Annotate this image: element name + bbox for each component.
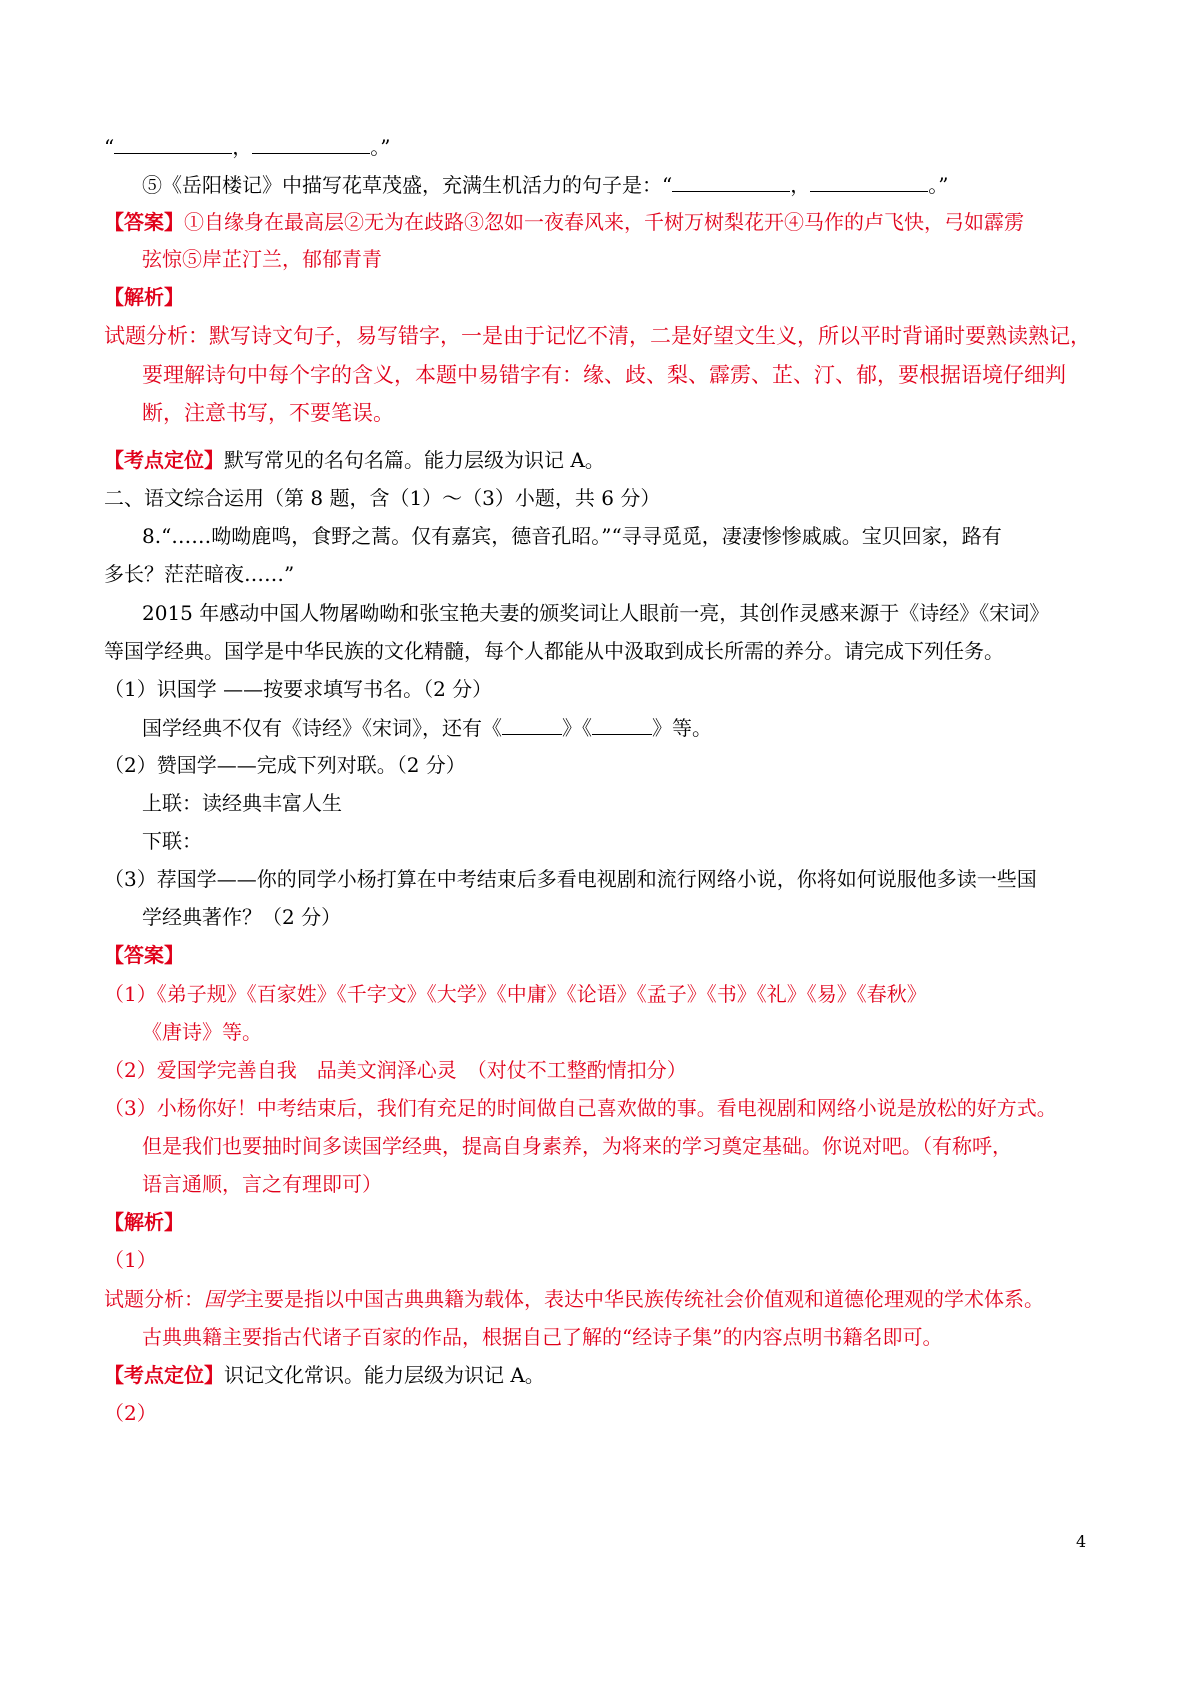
q7-answer: 【答案】①自缘身在最高层②无为在歧路③忽如一夜春风来，千树万树梨花开④马作的卢飞快，弓如霹雳 xyxy=(104,210,1024,234)
q8-sub2-lower: 下联： xyxy=(142,829,202,853)
q8-sub1-prompt: 国学经典不仅有《诗经》《宋词》，还有《 》《 》等。 xyxy=(142,716,712,740)
q8-answer3-line1: （3）小杨你好！中考结束后，我们有充足的时间做自己喜欢做的事。看电视剧和网络小说是放松的好方式。 xyxy=(104,1096,1057,1120)
analysis-label: 【解析】 xyxy=(104,1210,184,1234)
page-number: 4 xyxy=(1076,1532,1087,1551)
q8-analysis-line1: 试题分析：国学主要是指以中国古典典籍为载体，表达中华民族传统社会价值观和道德伦理观的学术体系。 xyxy=(104,1287,1044,1311)
fill-blank[interactable] xyxy=(502,714,562,735)
q7-item5: ⑤《岳阳楼记》中描写花草茂盛，充满生机活力的句子是：“ ， 。” xyxy=(142,173,949,197)
q8-sub2-title: （2）赞国学——完成下列对联。（2 分） xyxy=(104,753,466,777)
fill-blank[interactable] xyxy=(810,171,928,192)
q7-analysis-line2: 要理解诗句中每个字的含义，本题中易错字有：缘、歧、梨、霹雳、芷、汀、郁，要根据语境仔细判 xyxy=(142,363,1066,387)
q8-sub3-line2: 学经典著作？（2 分） xyxy=(142,905,342,929)
q8-answer3-line3: 语言通顺，言之有理即可） xyxy=(142,1172,382,1196)
kaodian-label: 【考点定位】 xyxy=(104,448,224,472)
q7-analysis-line1: 试题分析：默写诗文句子，易写错字，一是由于记忆不清，二是好望文生义，所以平时背诵时要熟读熟记， xyxy=(104,324,1091,348)
fill-blank[interactable] xyxy=(252,133,370,154)
kaodian-label: 【考点定位】 xyxy=(104,1363,224,1387)
q8-answer3-line2: 但是我们也要抽时间多读国学经典，提高自身素养，为将来的学习奠定基础。你说对吧。（有称呼， xyxy=(142,1134,1012,1158)
fill-blank[interactable] xyxy=(672,171,790,192)
q8-kaodian: 【考点定位】识记文化常识。能力层级为识记 A。 xyxy=(104,1363,545,1387)
fill-blank[interactable] xyxy=(592,714,652,735)
fill-blank[interactable] xyxy=(114,133,232,154)
q8-answer2: （2）爱国学完善自我 品美文润泽心灵 （对仗不工整酌情扣分） xyxy=(104,1058,687,1082)
q7-answer-cont: 弦惊⑤岸芷汀兰，郁郁青青 xyxy=(142,247,382,271)
section2-heading: 二、语文综合运用（第 8 题，含（1）～（3）小题，共 6 分） xyxy=(104,486,661,510)
q8-stem-line2: 多长？茫茫暗夜……” xyxy=(104,562,295,586)
q8-sub3-line1: （3）荐国学——你的同学小杨打算在中考结束后多看电视剧和流行网络小说，你将如何说服他多读一些国 xyxy=(104,867,1037,891)
q8-sub1-title: （1）识国学 ——按要求填写书名。（2 分） xyxy=(104,677,493,701)
analysis-sub2: （2） xyxy=(104,1401,157,1425)
analysis-sub1: （1） xyxy=(104,1248,157,1272)
q8-intro-line1: 2015 年感动中国人物屠呦呦和张宝艳夫妻的颁奖词让人眼前一亮，其创作灵感来源于《诗经》《宋词》 xyxy=(142,601,1050,625)
q8-sub2-upper: 上联：读经典丰富人生 xyxy=(142,791,342,815)
q8-analysis-line2: 古典典籍主要指古代诸子百家的作品，根据自己了解的“经诗子集”的内容点明书籍名即可。 xyxy=(142,1325,943,1349)
q7-kaodian: 【考点定位】默写常见的名句名篇。能力层级为识记 A。 xyxy=(104,448,605,472)
answer-label: 【答案】 xyxy=(104,210,184,234)
q8-answer1-line2: 《唐诗》等。 xyxy=(142,1020,262,1044)
analysis-label: 【解析】 xyxy=(104,285,184,309)
q8-stem-line1: 8.“……呦呦鹿鸣，食野之蒿。仅有嘉宾，德音孔昭。”“寻寻觅觅，凄凄惨惨戚戚。宝贝回家，路有 xyxy=(142,524,1002,548)
q8-answer1-line1: （1）《弟子规》《百家姓》《千字文》《大学》《中庸》《论语》《孟子》《书》《礼》《易》《春秋》 xyxy=(104,982,927,1006)
q8-intro-line2: 等国学经典。国学是中华民族的文化精髓，每个人都能从中汲取到成长所需的养分。请完成下列任务。 xyxy=(104,639,1004,663)
answer-label: 【答案】 xyxy=(104,943,184,967)
q7-item4-blanks: “ ， 。” xyxy=(104,135,391,159)
q7-analysis-line3: 断，注意书写，不要笔误。 xyxy=(142,401,394,425)
